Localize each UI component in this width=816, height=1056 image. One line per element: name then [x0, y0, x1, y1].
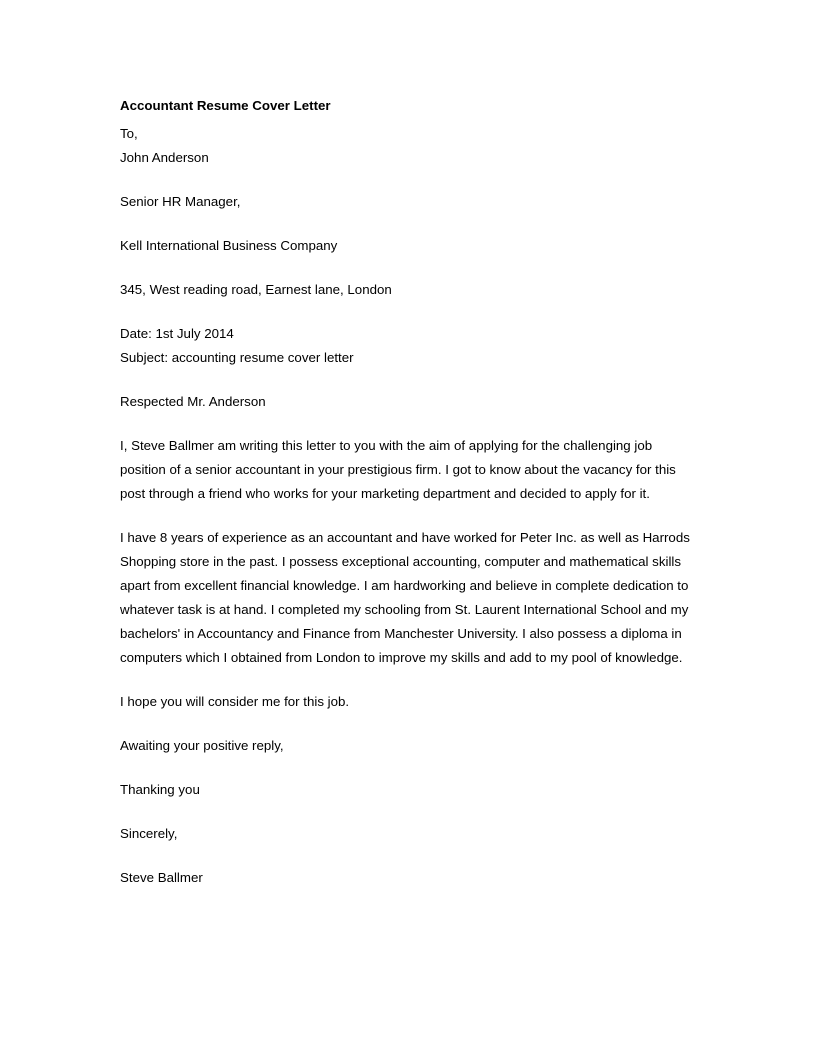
paragraph-line: bachelors' in Accountancy and Finance from Manchester University. I also possess a diploma in — [120, 626, 682, 641]
paragraph-consider: I hope you will consider me for this job. — [120, 694, 350, 709]
paragraph-line: post through a friend who works for your marketing department and decided to apply for it. — [120, 486, 650, 501]
salutation-to: To, — [120, 126, 138, 141]
letter-subject: Subject: accounting resume cover letter — [120, 350, 354, 365]
paragraph-intro — [120, 434, 700, 506]
signature-name: Steve Ballmer — [120, 870, 203, 885]
closing-sincerely: Sincerely, — [120, 826, 178, 841]
company-address: 345, West reading road, Earnest lane, London — [120, 282, 392, 297]
document-title: Accountant Resume Cover Letter — [120, 98, 331, 113]
recipient-name: John Anderson — [120, 150, 209, 165]
paragraph-line: whatever task is at hand. I completed my schooling from St. Laurent International School and my — [120, 602, 689, 617]
cover-letter-page — [120, 94, 700, 890]
closing-awaiting: Awaiting your positive reply, — [120, 738, 284, 753]
letter-date: Date: 1st July 2014 — [120, 326, 234, 341]
paragraph-line: computers which I obtained from London to improve my skills and add to my pool of knowledge. — [120, 650, 683, 665]
paragraph-experience — [120, 526, 700, 670]
paragraph-line: Shopping store in the past. I possess exceptional accounting, computer and mathematical skills — [120, 554, 681, 569]
paragraph-line: apart from excellent financial knowledge. I am hardworking and believe in complete dedication to — [120, 578, 689, 593]
greeting: Respected Mr. Anderson — [120, 394, 266, 409]
company-name: Kell International Business Company — [120, 238, 338, 253]
closing-thanking: Thanking you — [120, 782, 200, 797]
recipient-title: Senior HR Manager, — [120, 194, 241, 209]
paragraph-line: I, Steve Ballmer am writing this letter to you with the aim of applying for the challenging job — [120, 438, 653, 453]
paragraph-line: position of a senior accountant in your prestigious firm. I got to know about the vacancy for this — [120, 462, 676, 477]
paragraph-line: I have 8 years of experience as an accountant and have worked for Peter Inc. as well as Harrods — [120, 530, 690, 545]
